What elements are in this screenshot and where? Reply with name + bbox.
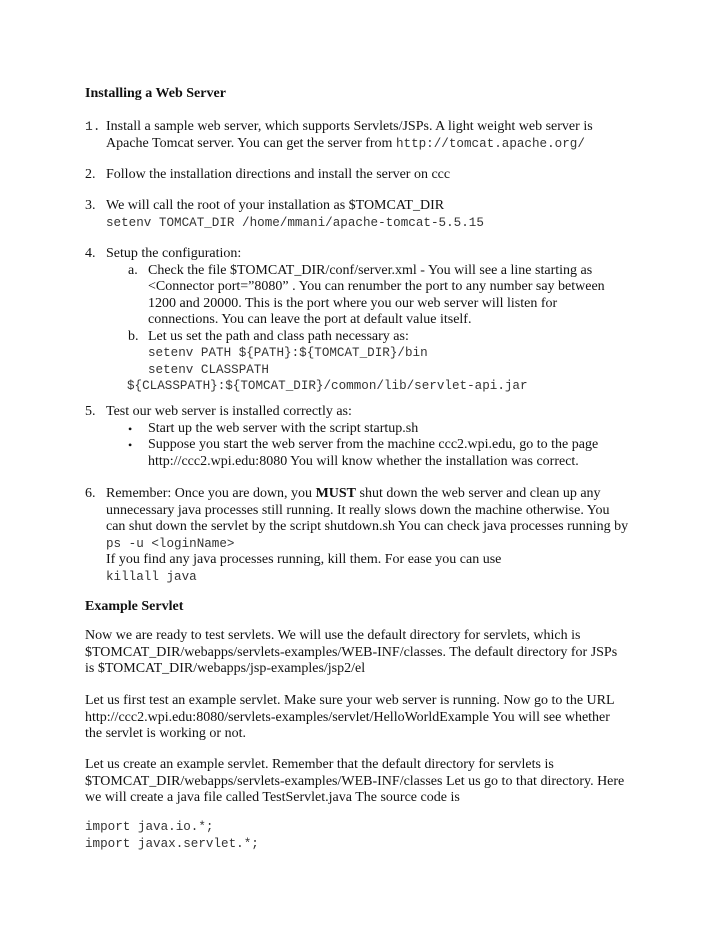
step-4a-line-3: 1200 and 20000. This is the port where you our web server will listen for (148, 295, 558, 311)
step-4b-label: b. (128, 328, 139, 344)
paragraph-1-line-2: $TOMCAT_DIR/webapps/servlets-examples/WEB-INF/classes. The default directory for JSPs (85, 644, 618, 660)
step-4b-code-2: setenv CLASSPATH (148, 362, 269, 377)
step-5-bullet-1 (128, 420, 645, 438)
step-6-line-1-pre: Remember: Once you are down, you (106, 486, 316, 501)
section-heading-example-servlet: Example Servlet (85, 599, 184, 614)
paragraph-3 (85, 757, 645, 807)
step-6-line-1-post: shut down the web server and clean up any (356, 486, 601, 501)
bullet-icon: • (128, 438, 133, 452)
step-3 (85, 198, 645, 231)
bullet-icon: • (128, 421, 133, 436)
step-4a-line-1: Check the file $TOMCAT_DIR/conf/server.xml - You will see a line starting as (148, 262, 593, 278)
step-6-code-2: killall java (106, 569, 197, 584)
step-5-bullet-2 (128, 437, 645, 470)
step-4b-text: Let us set the path and class path necessary as: (148, 328, 409, 344)
step-4a (128, 262, 645, 329)
step-3-code: setenv TOMCAT_DIR /home/mmani/apache-tomcat-5.5.15 (106, 215, 484, 230)
step-5-bullet-1-text: Start up the web server with the script startup.sh (148, 420, 419, 436)
section-heading-installing: Installing a Web Server (85, 86, 226, 101)
step-6-line-4: If you find any java processes running, kill them. For ease you can use (106, 552, 502, 567)
step-4b-code-3: ${CLASSPATH}:${TOMCAT_DIR}/common/lib/servlet-api.jar (127, 379, 528, 393)
step-4-number: 4. (85, 246, 96, 261)
step-5-text: Test our web server is installed correctly as: (106, 404, 352, 419)
step-4b (128, 328, 645, 379)
step-4a-label: a. (128, 262, 138, 278)
step-4a-line-4: connections. You can leave the port at default value itself. (148, 312, 472, 327)
step-1-line-1: Install a sample web server, which supports Servlets/JSPs. A light weight web server is (106, 119, 593, 134)
code-block (85, 819, 645, 852)
step-5-bullet-2-line-1: Suppose you start the web server from the machine ccc2.wpi.edu, go to the page (148, 437, 599, 452)
step-2 (85, 167, 645, 184)
step-4-text: Setup the configuration: (106, 246, 242, 261)
tomcat-url-link[interactable]: http://tomcat.apache.org/ (395, 136, 585, 151)
paragraph-2 (85, 693, 645, 743)
code-line-2: import javax.servlet.*; (85, 836, 259, 851)
step-5-number: 5. (85, 404, 96, 419)
paragraph-3-line-2: $TOMCAT_DIR/webapps/servlets-examples/WEB-INF/classes Let us go to that directory. Here (85, 773, 625, 789)
step-4b-code-1: setenv PATH ${PATH}:${TOMCAT_DIR}/bin (148, 346, 428, 360)
step-6-must-emphasis: MUST (315, 486, 357, 501)
step-5-bullet-2-line-2: http://ccc2.wpi.edu:8080 You will know whether the installation was correct. (148, 453, 579, 469)
step-3-text: We will call the root of your installation as $TOMCAT_DIR (106, 198, 445, 213)
paragraph-1-line-1: Now we are ready to test servlets. We will use the default directory for servlets, which is (85, 628, 581, 643)
step-6-code-1: ps -u <loginName> (106, 536, 235, 551)
step-6 (85, 486, 645, 585)
paragraph-3-line-3: we will create a java file called TestServlet.java The source code is (85, 790, 460, 805)
paragraph-2-line-2: http://ccc2.wpi.edu:8080/servlets-examples/servlet/HelloWorldExample You will see whether (85, 709, 610, 725)
step-6-number: 6. (85, 486, 96, 501)
step-4a-line-2: <Connector port=”8080” . You can renumber the port to any number say between (148, 279, 605, 294)
step-4 (85, 246, 645, 395)
paragraph-1 (85, 628, 645, 678)
step-6-line-2: unnecessary java processes still running. It really slows down the machine otherwise. You (106, 502, 610, 518)
code-line-1: import java.io.*; (85, 820, 214, 834)
step-5 (85, 404, 645, 470)
paragraph-1-line-3: is $TOMCAT_DIR/webapps/jsp-examples/jsp2/el (85, 661, 366, 676)
paragraph-3-line-1: Let us create an example servlet. Remember that the default directory for servlets is (85, 757, 554, 772)
step-1 (85, 119, 645, 152)
step-1-line-2: Apache Tomcat server. You can get the server from (106, 135, 396, 151)
paragraph-2-line-1: Let us first test an example servlet. Make sure your web server is running. Now go to the URL (85, 693, 615, 708)
step-6-line-3: can shut down the servlet by the script shutdown.sh You can check java processes running by (106, 519, 629, 534)
step-3-number: 3. (85, 198, 96, 213)
step-2-number: 2. (85, 167, 96, 182)
paragraph-2-line-3: the servlet is working or not. (85, 726, 246, 741)
step-1-number: 1. (85, 119, 101, 134)
step-2-text: Follow the installation directions and install the server on ccc (106, 167, 451, 182)
